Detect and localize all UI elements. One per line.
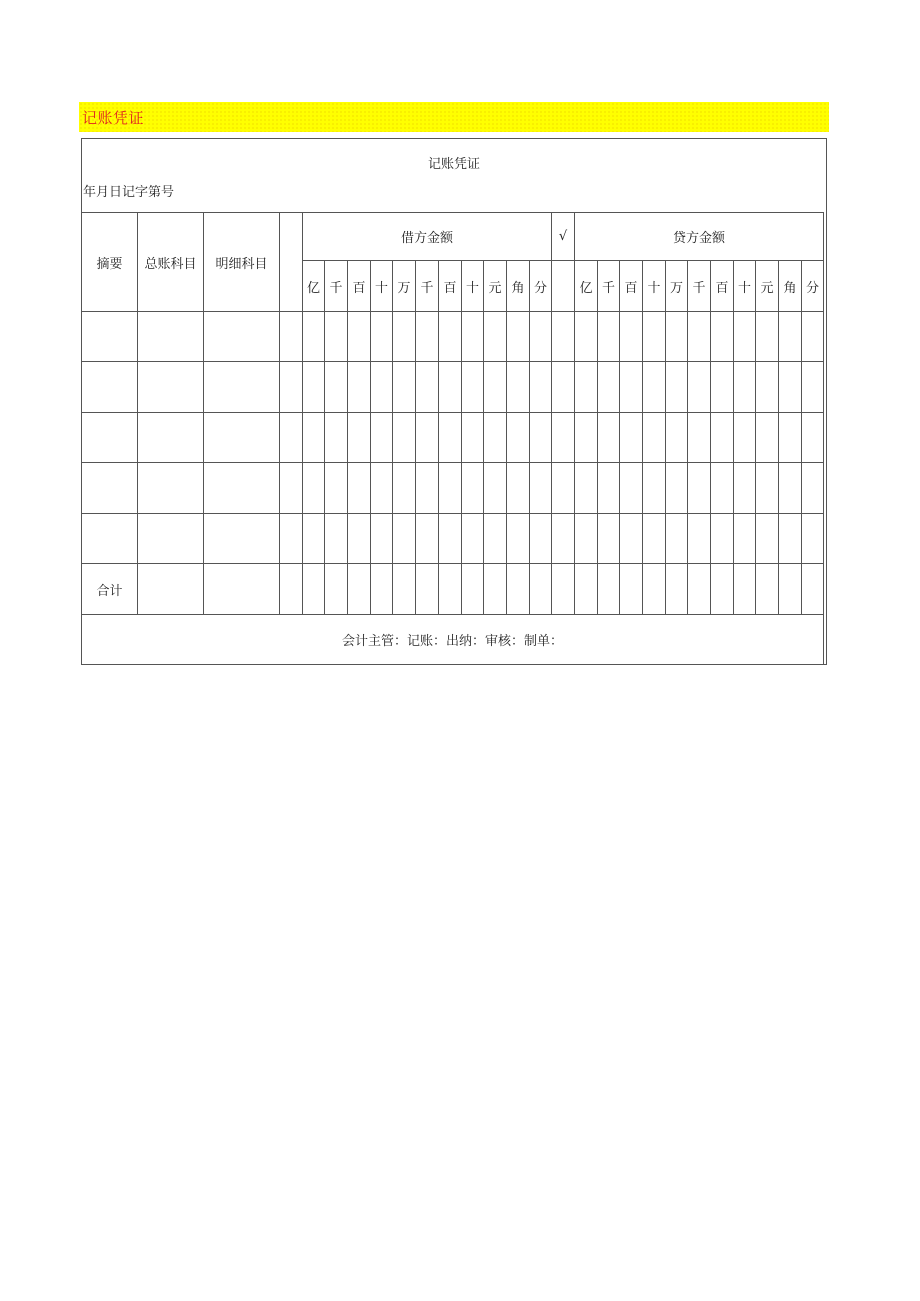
entry-cell[interactable] — [552, 362, 575, 413]
voucher-table — [81, 212, 824, 665]
entry-cell[interactable] — [138, 463, 204, 514]
entry-cell[interactable] — [530, 312, 552, 362]
total-cell[interactable] — [779, 564, 802, 615]
entry-cell[interactable] — [439, 463, 462, 514]
entry-cell[interactable] — [348, 413, 371, 463]
debit-unit-8: 元 — [484, 261, 507, 312]
entry-cell[interactable] — [507, 312, 530, 362]
entry-cell[interactable] — [303, 514, 325, 564]
debit-unit-1: 千 — [325, 261, 348, 312]
entry-cell[interactable] — [82, 362, 138, 413]
entry-cell[interactable] — [734, 463, 756, 514]
debit-unit-0: 亿 — [303, 261, 325, 312]
debit-amount-header: 借方金额 — [303, 213, 552, 261]
credit-unit-8: 元 — [756, 261, 779, 312]
entry-cell[interactable] — [552, 312, 575, 362]
entry-cell[interactable] — [530, 413, 552, 463]
signature-line: 会计主管：记账：出纳：审核：制单： — [82, 615, 824, 665]
entry-cell[interactable] — [779, 514, 802, 564]
entry-cell[interactable] — [666, 514, 688, 564]
entry-cell[interactable] — [643, 362, 666, 413]
title-banner — [79, 102, 829, 132]
entry-cell[interactable] — [643, 413, 666, 463]
total-row — [82, 564, 824, 615]
debit-unit-5: 千 — [416, 261, 439, 312]
entry-cell[interactable] — [598, 514, 620, 564]
entry-cell[interactable] — [711, 463, 734, 514]
entry-cell[interactable] — [462, 514, 484, 564]
entry-cell[interactable] — [666, 463, 688, 514]
entry-cell[interactable] — [530, 514, 552, 564]
entry-cell[interactable] — [598, 362, 620, 413]
entry-cell[interactable] — [507, 362, 530, 413]
total-cell[interactable] — [393, 564, 416, 615]
entry-cell[interactable] — [462, 413, 484, 463]
entry-cell[interactable] — [303, 463, 325, 514]
entry-cell[interactable] — [204, 514, 280, 564]
entry-cell[interactable] — [779, 312, 802, 362]
general-account-header: 总账科目 — [138, 213, 204, 312]
entry-cell[interactable] — [598, 413, 620, 463]
check-column-cell — [552, 261, 575, 312]
entry-cell[interactable] — [802, 463, 824, 514]
entry-cell[interactable] — [204, 362, 280, 413]
total-cell[interactable] — [204, 564, 280, 615]
credit-unit-3: 十 — [643, 261, 666, 312]
credit-unit-6: 百 — [711, 261, 734, 312]
entry-cell[interactable] — [598, 463, 620, 514]
entry-cell[interactable] — [711, 362, 734, 413]
total-cell[interactable] — [280, 564, 303, 615]
total-cell[interactable] — [325, 564, 348, 615]
entry-cell[interactable] — [416, 413, 439, 463]
entry-cell[interactable] — [439, 514, 462, 564]
entry-cell[interactable] — [666, 312, 688, 362]
entry-cell[interactable] — [734, 514, 756, 564]
entry-cell[interactable] — [393, 463, 416, 514]
total-cell[interactable] — [552, 564, 575, 615]
total-cell[interactable] — [371, 564, 393, 615]
entry-cell[interactable] — [393, 514, 416, 564]
entry-cell[interactable] — [711, 514, 734, 564]
entry-cell[interactable] — [303, 312, 325, 362]
entry-cell[interactable] — [371, 463, 393, 514]
entry-cell[interactable] — [439, 312, 462, 362]
total-cell[interactable] — [643, 564, 666, 615]
total-cell[interactable] — [507, 564, 530, 615]
entry-cell[interactable] — [439, 413, 462, 463]
debit-check-cell — [280, 213, 303, 312]
header-row-top — [82, 213, 824, 261]
entry-cell[interactable] — [82, 413, 138, 463]
entry-cell[interactable] — [756, 312, 779, 362]
entry-cell[interactable] — [484, 362, 507, 413]
entry-cell[interactable] — [620, 413, 643, 463]
entry-cell[interactable] — [802, 413, 824, 463]
total-cell[interactable] — [416, 564, 439, 615]
signature-row — [82, 615, 824, 665]
credit-amount-header: 贷方金额 — [575, 213, 824, 261]
entry-row — [82, 362, 824, 413]
entry-row — [82, 463, 824, 514]
entry-cell[interactable] — [416, 362, 439, 413]
entry-cell[interactable] — [734, 413, 756, 463]
entry-cell[interactable] — [734, 312, 756, 362]
entry-cell[interactable] — [348, 362, 371, 413]
entry-cell[interactable] — [204, 413, 280, 463]
entry-cell[interactable] — [575, 362, 598, 413]
entry-cell[interactable] — [280, 362, 303, 413]
total-cell[interactable] — [598, 564, 620, 615]
entry-cell[interactable] — [688, 312, 711, 362]
summary-header: 摘要 — [82, 213, 138, 312]
entry-cell[interactable] — [643, 514, 666, 564]
entry-cell[interactable] — [393, 362, 416, 413]
credit-unit-5: 千 — [688, 261, 711, 312]
entry-cell[interactable] — [620, 362, 643, 413]
credit-unit-10: 分 — [802, 261, 824, 312]
entry-cell[interactable] — [688, 362, 711, 413]
debit-unit-4: 万 — [393, 261, 416, 312]
banner-title: 记账凭证 — [82, 109, 145, 127]
entry-cell[interactable] — [711, 413, 734, 463]
entry-cell[interactable] — [530, 463, 552, 514]
entry-cell[interactable] — [82, 514, 138, 564]
total-cell[interactable] — [138, 564, 204, 615]
total-cell[interactable] — [666, 564, 688, 615]
entry-cell[interactable] — [643, 463, 666, 514]
entry-cell[interactable] — [462, 362, 484, 413]
entry-cell[interactable] — [802, 514, 824, 564]
entry-cell[interactable] — [325, 312, 348, 362]
detail-account-header: 明细科目 — [204, 213, 280, 312]
total-cell[interactable] — [802, 564, 824, 615]
voucher-title: 记账凭证 — [427, 157, 480, 172]
entry-cell[interactable] — [325, 413, 348, 463]
entry-cell[interactable] — [620, 514, 643, 564]
entry-cell[interactable] — [779, 463, 802, 514]
entry-cell[interactable] — [303, 413, 325, 463]
entry-cell[interactable] — [575, 413, 598, 463]
entry-cell[interactable] — [138, 312, 204, 362]
check-mark-header: √ — [552, 213, 575, 261]
entry-cell[interactable] — [280, 514, 303, 564]
total-cell[interactable] — [484, 564, 507, 615]
entry-cell[interactable] — [138, 413, 204, 463]
total-cell[interactable] — [756, 564, 779, 615]
total-cell[interactable] — [303, 564, 325, 615]
entry-cell[interactable] — [462, 312, 484, 362]
entry-cell[interactable] — [484, 413, 507, 463]
entry-cell[interactable] — [756, 413, 779, 463]
entry-cell[interactable] — [666, 362, 688, 413]
entry-cell[interactable] — [348, 312, 371, 362]
entry-cell[interactable] — [138, 362, 204, 413]
entry-cell[interactable] — [643, 312, 666, 362]
credit-unit-0: 亿 — [575, 261, 598, 312]
entry-cell[interactable] — [779, 413, 802, 463]
debit-unit-9: 角 — [507, 261, 530, 312]
credit-unit-9: 角 — [779, 261, 802, 312]
entry-cell[interactable] — [416, 312, 439, 362]
total-cell[interactable] — [711, 564, 734, 615]
entry-cell[interactable] — [575, 514, 598, 564]
entry-cell[interactable] — [756, 463, 779, 514]
total-label: 合计 — [82, 564, 138, 615]
entry-cell[interactable] — [325, 362, 348, 413]
total-cell[interactable] — [462, 564, 484, 615]
entry-cell[interactable] — [393, 413, 416, 463]
total-cell[interactable] — [439, 564, 462, 615]
entry-cell[interactable] — [439, 362, 462, 413]
total-cell[interactable] — [348, 564, 371, 615]
entry-cell[interactable] — [325, 463, 348, 514]
credit-unit-4: 万 — [666, 261, 688, 312]
entry-cell[interactable] — [462, 463, 484, 514]
entry-cell[interactable] — [666, 413, 688, 463]
debit-unit-3: 十 — [371, 261, 393, 312]
entry-cell[interactable] — [552, 413, 575, 463]
entry-cell[interactable] — [416, 514, 439, 564]
entry-cell[interactable] — [204, 463, 280, 514]
credit-unit-2: 百 — [620, 261, 643, 312]
debit-unit-10: 分 — [530, 261, 552, 312]
entry-cell[interactable] — [280, 463, 303, 514]
entry-cell[interactable] — [756, 514, 779, 564]
debit-unit-6: 百 — [439, 261, 462, 312]
entry-cell[interactable] — [82, 463, 138, 514]
entry-cell[interactable] — [530, 362, 552, 413]
entry-row — [82, 413, 824, 463]
debit-unit-2: 百 — [348, 261, 371, 312]
entry-cell[interactable] — [393, 312, 416, 362]
entry-row — [82, 514, 824, 564]
entry-cell[interactable] — [688, 413, 711, 463]
entry-cell[interactable] — [325, 514, 348, 564]
entry-cell[interactable] — [484, 514, 507, 564]
entry-cell[interactable] — [802, 312, 824, 362]
entry-cell[interactable] — [711, 312, 734, 362]
entry-cell[interactable] — [507, 514, 530, 564]
entry-cell[interactable] — [802, 362, 824, 413]
entry-cell[interactable] — [507, 463, 530, 514]
entry-cell[interactable] — [552, 514, 575, 564]
entry-cell[interactable] — [575, 463, 598, 514]
entry-cell[interactable] — [575, 312, 598, 362]
entry-cell[interactable] — [280, 413, 303, 463]
total-cell[interactable] — [530, 564, 552, 615]
total-cell[interactable] — [734, 564, 756, 615]
total-cell[interactable] — [688, 564, 711, 615]
entry-cell[interactable] — [348, 514, 371, 564]
entry-cell[interactable] — [507, 413, 530, 463]
total-cell[interactable] — [620, 564, 643, 615]
credit-unit-1: 千 — [598, 261, 620, 312]
voucher-date-number-line: 年月日记字第号 — [83, 185, 175, 200]
entry-cell[interactable] — [756, 362, 779, 413]
entry-cell[interactable] — [82, 312, 138, 362]
entry-cell[interactable] — [734, 362, 756, 413]
entry-cell[interactable] — [484, 463, 507, 514]
entry-cell[interactable] — [688, 463, 711, 514]
entry-cell[interactable] — [371, 514, 393, 564]
entry-cell[interactable] — [303, 362, 325, 413]
entry-cell[interactable] — [779, 362, 802, 413]
entry-cell[interactable] — [484, 312, 507, 362]
entry-row — [82, 312, 824, 362]
entry-cell[interactable] — [371, 362, 393, 413]
entry-cell[interactable] — [371, 312, 393, 362]
entry-cell[interactable] — [348, 463, 371, 514]
entry-cell[interactable] — [620, 312, 643, 362]
entry-cell[interactable] — [416, 463, 439, 514]
entry-cell[interactable] — [280, 312, 303, 362]
entry-cell[interactable] — [204, 312, 280, 362]
entry-cell[interactable] — [371, 413, 393, 463]
debit-unit-7: 十 — [462, 261, 484, 312]
total-cell[interactable] — [575, 564, 598, 615]
entry-cell[interactable] — [552, 463, 575, 514]
entry-cell[interactable] — [138, 514, 204, 564]
entry-cell[interactable] — [688, 514, 711, 564]
credit-unit-7: 十 — [734, 261, 756, 312]
entry-cell[interactable] — [598, 312, 620, 362]
entry-cell[interactable] — [620, 463, 643, 514]
